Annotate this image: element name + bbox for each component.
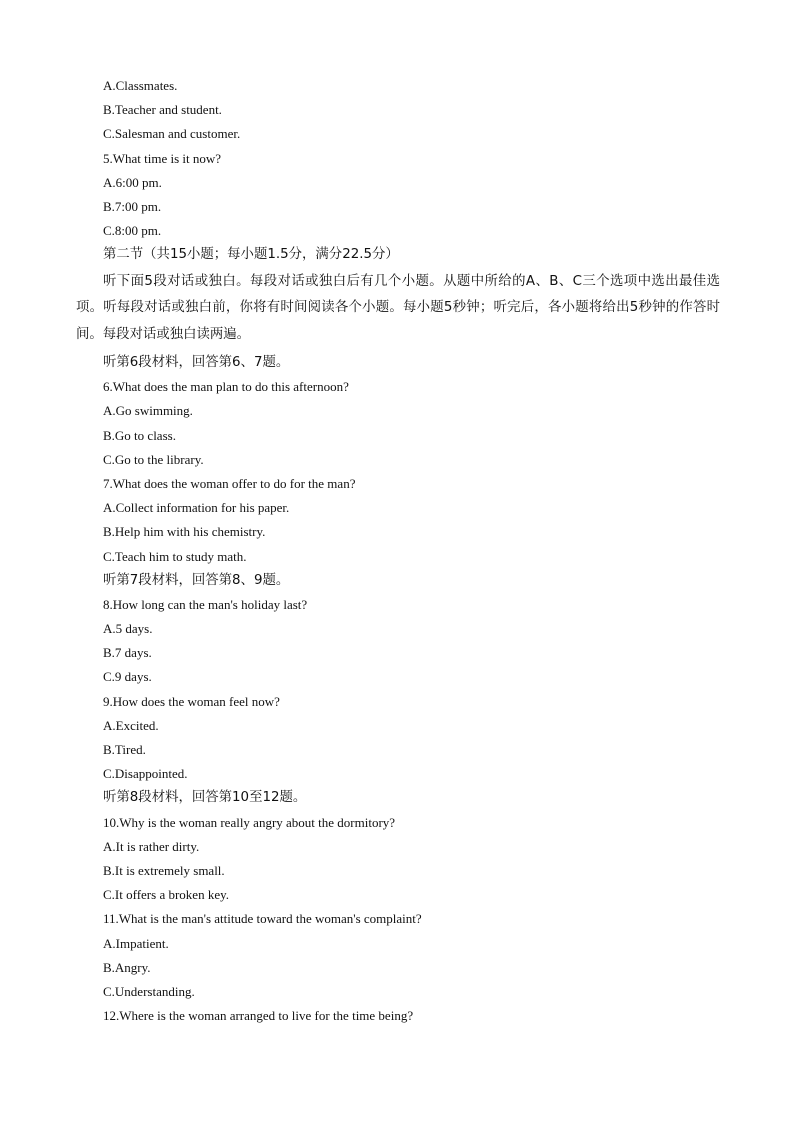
- material-heading-6-7: 听第6段材料，回答第6、7题。: [103, 355, 290, 370]
- q7-option-c: C.Teach him to study math.: [103, 548, 247, 564]
- q12-question: 12.Where is the woman arranged to live for the time being?: [103, 1008, 414, 1024]
- q11-option-b: B.Angry.: [103, 959, 151, 975]
- instructions-text: 听下面5段对话或独白。每段对话或独白后有几个小题。从题中所给的A、B、C三个选项中选出最佳选项。听每段对话或独白前，你将有时间阅读各个小题。每小题5秒钟；听完后，各小题将给出5秒钟的作答时间。每段对话或独白读两遍。: [76, 273, 720, 342]
- q5-question: 5.What time is it now?: [103, 150, 222, 166]
- page-content: [76, 74, 720, 1028]
- q7-question: 7.What does the woman offer to do for the man?: [103, 475, 356, 491]
- q5-option-a: A.6:00 pm.: [103, 174, 162, 190]
- q4-option-c: C.Salesman and customer.: [103, 126, 241, 142]
- q4-option-b: B.Teacher and student.: [103, 102, 222, 118]
- q11-question: 11.What is the man's attitude toward the woman's complaint?: [103, 911, 422, 927]
- q6-option-b: B.Go to class.: [103, 427, 176, 443]
- q5-option-b: B.7:00 pm.: [103, 198, 162, 214]
- material-heading-10-12: 听第8段材料，回答第10至12题。: [103, 790, 307, 806]
- q9-option-a: A.Excited.: [103, 717, 159, 733]
- q10-option-b: B.It is extremely small.: [103, 862, 225, 878]
- q8-option-b: B.7 days.: [103, 645, 152, 661]
- instructions-block: [76, 269, 720, 349]
- q7-option-b: B.Help him with his chemistry.: [103, 524, 266, 540]
- q9-question: 9.How does the woman feel now?: [103, 693, 280, 709]
- q11-option-c: C.Understanding.: [103, 983, 195, 999]
- q8-option-a: A.5 days.: [103, 621, 153, 637]
- q7-option-a: A.Collect information for his paper.: [103, 500, 290, 516]
- material-heading-8-9: 听第7段材料，回答第8、9题。: [103, 572, 290, 588]
- q5-option-c: C.8:00 pm.: [103, 223, 162, 239]
- q8-option-c: C.9 days.: [103, 669, 152, 685]
- section-heading: 第二节（共15小题；每小题1.5分，满分22.5分）: [103, 247, 399, 263]
- q10-option-a: A.It is rather dirty.: [103, 838, 200, 854]
- q6-option-c: C.Go to the library.: [103, 451, 204, 467]
- q9-option-b: B.Tired.: [103, 742, 146, 757]
- q4-option-a: A.Classmates.: [103, 78, 178, 93]
- q10-question: 10.Why is the woman really angry about the dormitory?: [103, 814, 396, 830]
- q11-option-a: A.Impatient.: [103, 935, 169, 951]
- q6-option-a: A.Go swimming.: [103, 403, 193, 419]
- q10-option-c: C.It offers a broken key.: [103, 887, 229, 903]
- q8-question: 8.How long can the man's holiday last?: [103, 596, 308, 612]
- q6-question: 6.What does the man plan to do this afternoon?: [103, 379, 349, 395]
- q9-option-c: C.Disappointed.: [103, 766, 188, 782]
